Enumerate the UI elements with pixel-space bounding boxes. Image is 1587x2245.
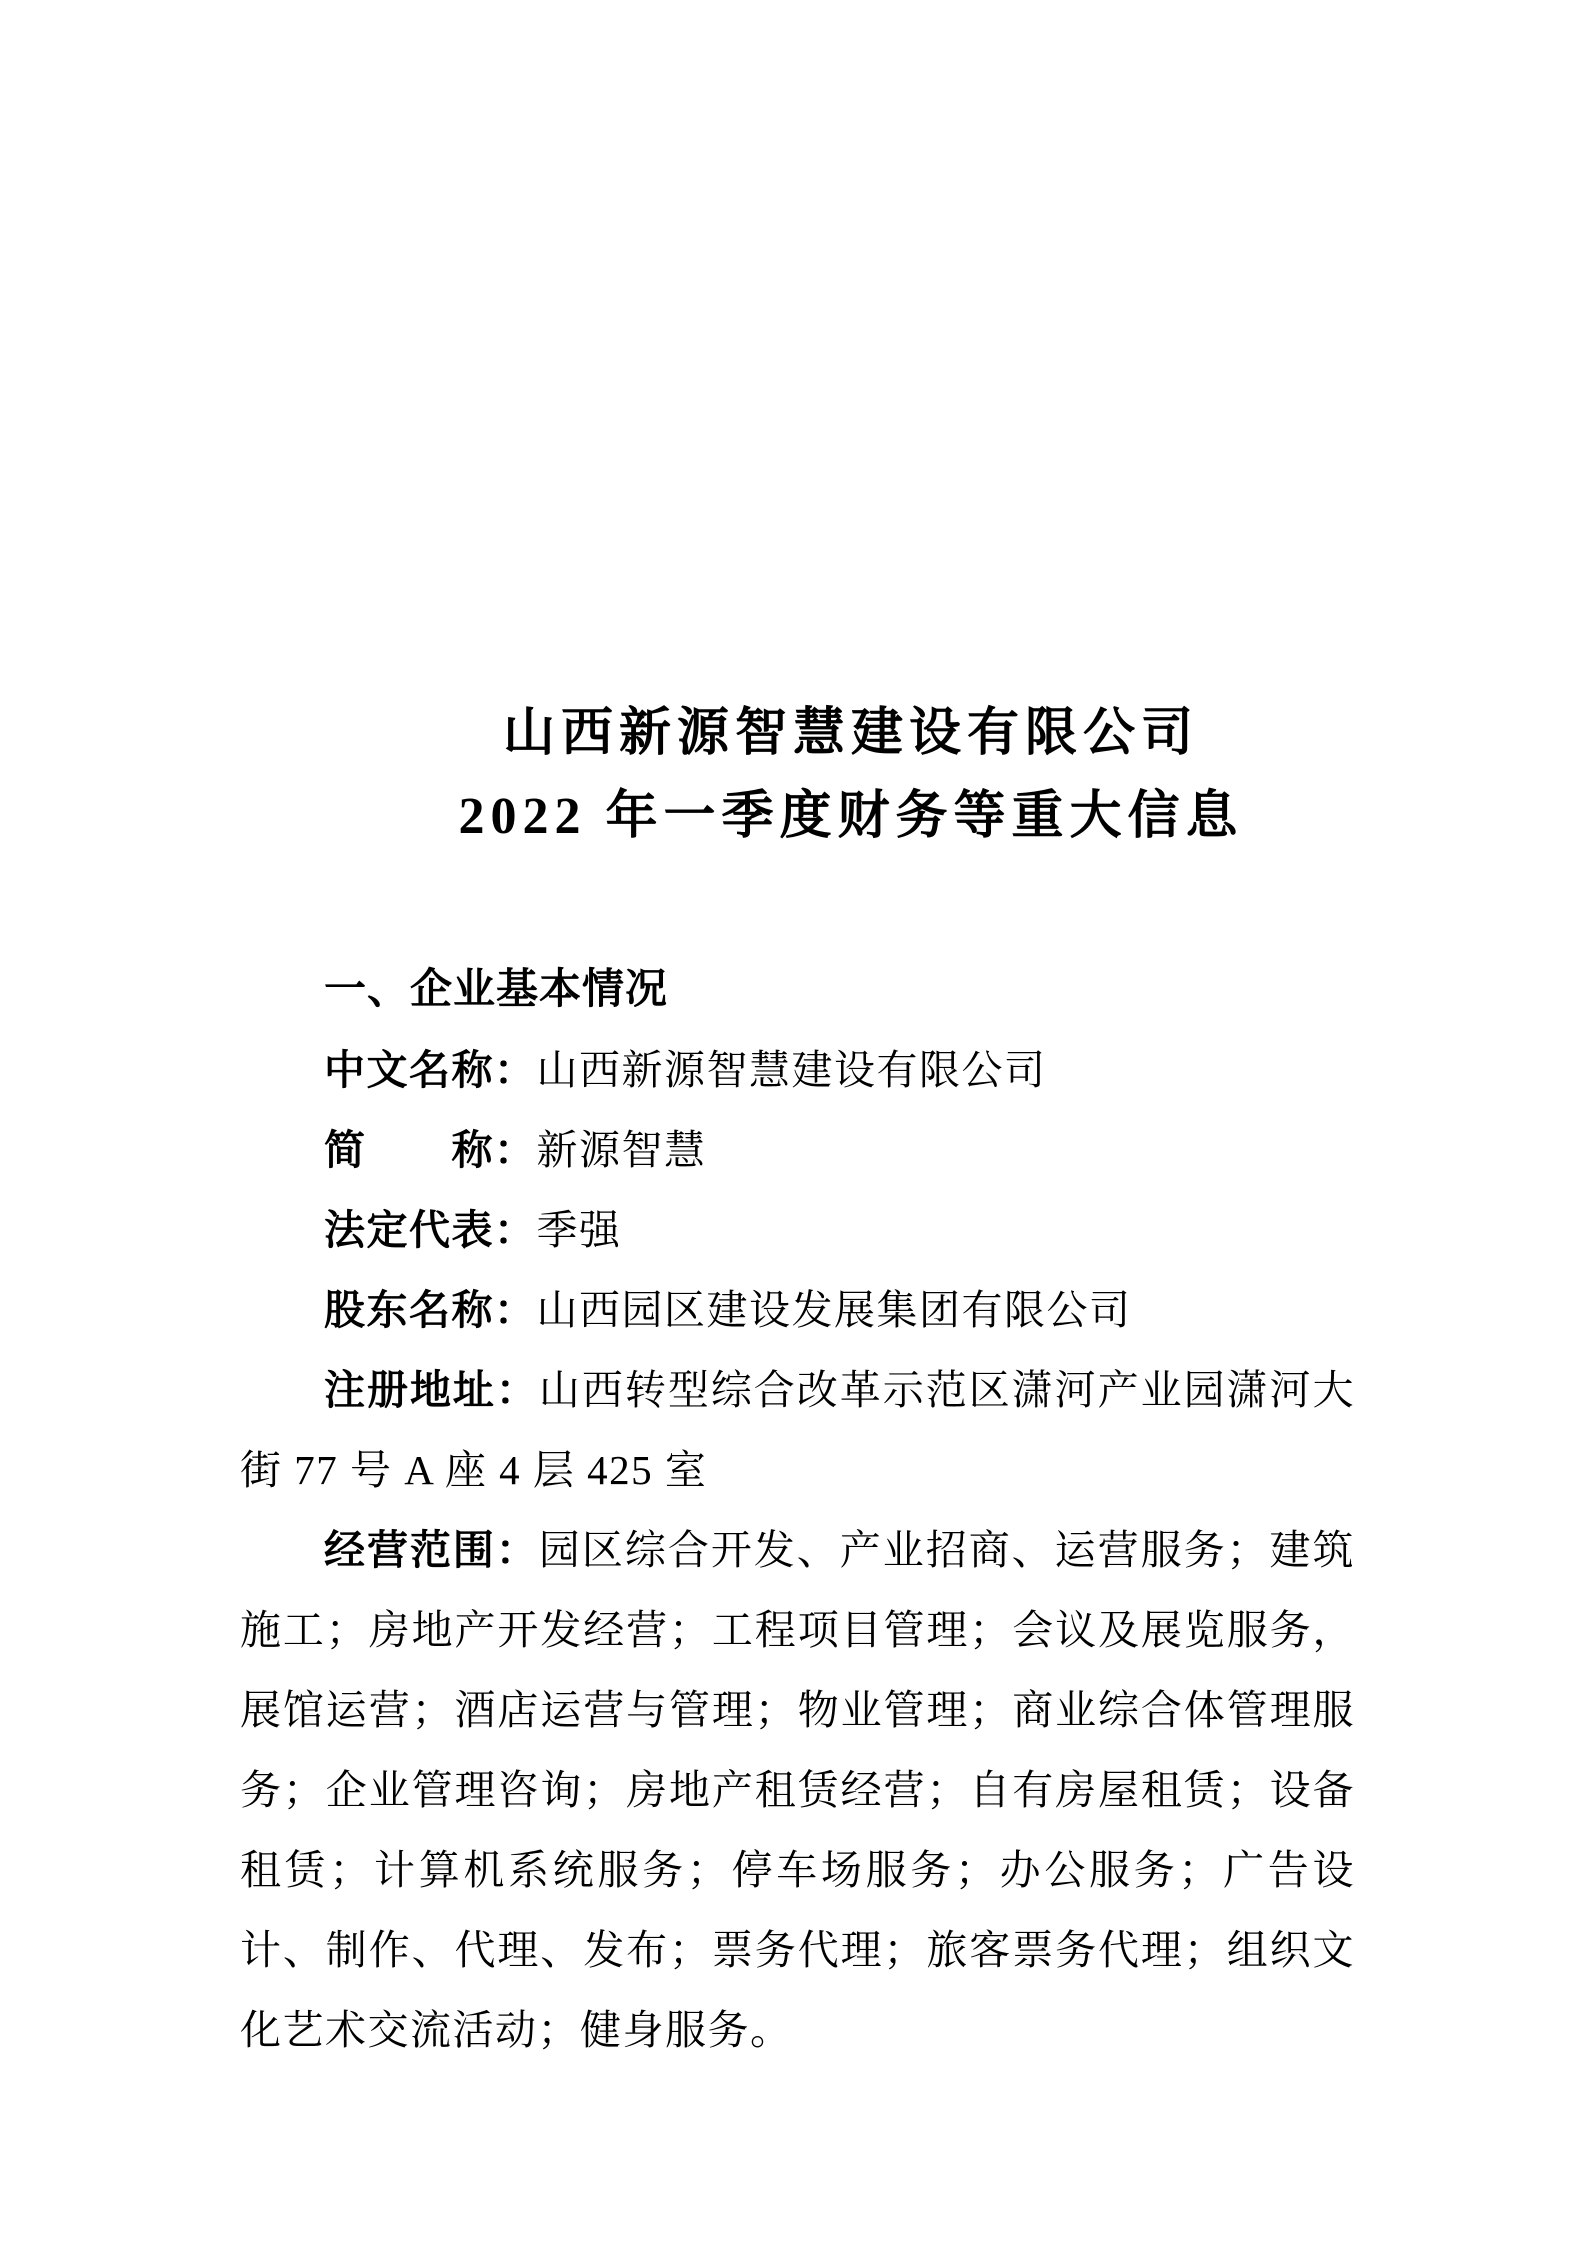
field-short-name-value: 新源智慧 — [536, 1127, 707, 1173]
field-registered-address-label: 注册地址： — [324, 1367, 539, 1413]
field-legal-representative-label: 法定代表： — [324, 1207, 537, 1253]
section-heading-basic-info: 一、企业基本情况 — [324, 965, 669, 1012]
field-business-scope-label: 经营范围： — [324, 1527, 539, 1573]
field-chinese-name — [240, 1030, 1355, 1110]
field-registered-address-value: 山西转型综合改革示范区潇河产业园潇河大街 77 号 A 座 4 层 425 室 — [240, 1367, 1356, 1493]
field-short-name — [240, 1110, 1355, 1190]
document-title-line2: 2022 年一季度财务等重大信息 — [458, 788, 1244, 845]
document-body — [240, 948, 1355, 2070]
document-title-line1: 山西新源智慧建设有限公司 — [502, 705, 1199, 762]
field-business-scope — [240, 1510, 1355, 2070]
field-short-name-label: 简 称： — [324, 1127, 537, 1173]
field-registered-address — [240, 1350, 1355, 1510]
field-chinese-name-value: 山西新源智慧建设有限公司 — [536, 1047, 1047, 1093]
field-business-scope-value: 园区综合开发、产业招商、运营服务；建筑施工；房地产开发经营；工程项目管理；会议及展览服务，展馆运营；酒店运营与管理；物业管理；商业综合体管理服务；企业管理咨询；房地产租赁经营；自有房屋租赁；设备租赁；计算机系统服务；停车场服务；办公服务；广告设计、制作、代理、发布；票务代理；旅客票务代理；组织文化艺术交流活动；健身服务。 — [240, 1527, 1356, 2053]
document-title — [340, 692, 1362, 858]
field-chinese-name-label: 中文名称： — [324, 1047, 537, 1093]
field-shareholder-name-label: 股东名称： — [324, 1287, 537, 1333]
field-legal-representative — [240, 1190, 1355, 1270]
field-legal-representative-value: 季强 — [536, 1207, 622, 1253]
field-shareholder-name-value: 山西园区建设发展集团有限公司 — [536, 1287, 1132, 1333]
field-shareholder-name — [240, 1270, 1355, 1350]
